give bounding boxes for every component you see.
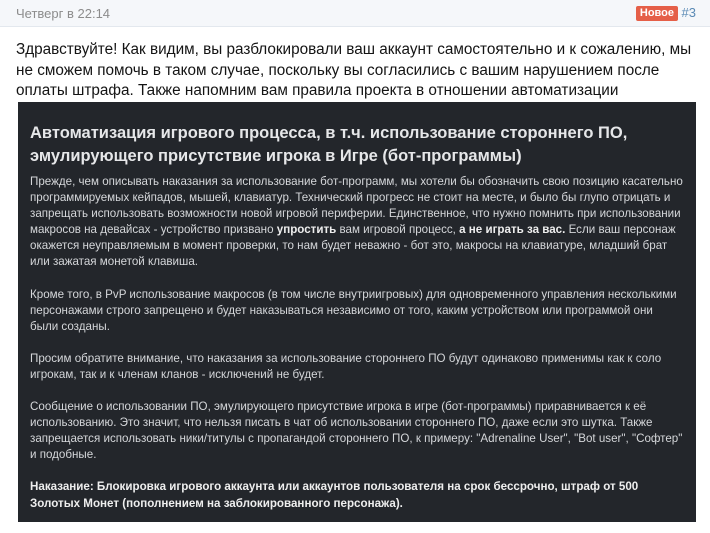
penalty-text: Наказание: Блокировка игрового аккаунта или аккаунтов пользователя на срок бессрочно, штраф от 500 Золотых Монет (пополнением на заблокированного персонажа).: [30, 480, 639, 510]
rules-paragraph-pvp: Кроме того, в PvP использование макросов (в том числе внутриигровых) для одновременного управления несколькими персонажами строго запрещено и будет наказываться независимо от того, каким устройством или программой они были созданы.: [30, 287, 677, 333]
rules-quote-block: [18, 102, 696, 522]
rules-penalty: [30, 479, 684, 511]
rules-title: Автоматизация игрового процесса, в т.ч. использование стороннего ПО, эмулирующего присутствие игрока в Игре (бот-программы): [30, 124, 628, 165]
post-permalink[interactable]: #3: [681, 5, 696, 20]
rules-paragraph-chat: Сообщение о использовании ПО, эмулирующего присутствие игрока в игре (бот-программы) приравнивается к её использованию. Это значит, что нельзя писать в чат об использовании стороннего ПО, даже если это шутка. Также запрещается использовать ники/титулы с пропагандой стороннего ПО, к примеру: "Adrenaline User", "Bot user", "Софтер" и подобные.: [30, 400, 683, 462]
rules-paragraph-clans: Просим обратите внимание, что наказания за использование стороннего ПО будут одинаково применимы как к соло игрокам, так и к членам кланов - исключений не будет.: [30, 351, 662, 381]
rules-text: вам игровой процесс,: [336, 223, 460, 237]
rules-text: Если ваш персонаж окажется неуправляемым в момент проверки, то нам будет неважно - бот это, макросы на клавиатуре, младший брат или зажатая монетой клавиша.: [30, 223, 676, 269]
rules-emphasis: а не играть за вас.: [459, 223, 566, 237]
post-intro-text: Здравствуйте! Как видим, вы разблокировали ваш аккаунт самостоятельно и к сожалению, мы не сможем помочь в таком случае, поскольку вы согласились с вашим нарушением после оплаты штрафа. Также напомним вам правила проекта в отношении автоматизации: [16, 41, 692, 99]
rules-emphasis: упростить: [276, 223, 337, 237]
post-header: [0, 0, 710, 27]
rules-text: Прежде, чем описывать наказания за использование бот-программ, мы хотели бы обозначить свою позицию касательно программируемых кейпадов, мышей, клавиатур. Технический прогресс не стоит на месте, и было бы глупо отрицать и запрещать использовать возможности новой игровой периферии. Единственное, что нужно помнить при использовании макросов на девайсах - устройство призвано: [30, 175, 683, 237]
rules-paragraph-macros: [30, 174, 684, 271]
post-date: Четверг в 22:14: [16, 6, 111, 21]
new-badge: Новое: [636, 6, 678, 21]
